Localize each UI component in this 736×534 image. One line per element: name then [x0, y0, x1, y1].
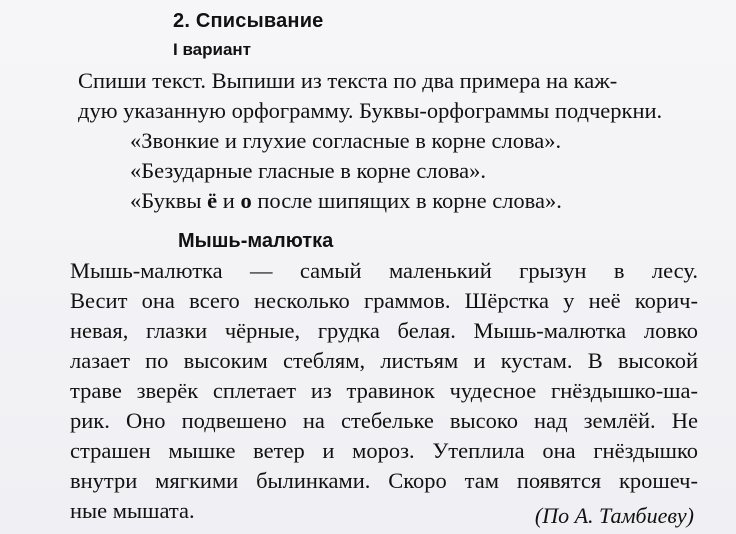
rule-text: «Буквы	[130, 188, 208, 213]
story-line: страшен мышке ветер и мороз. Утеплила она гнёздышко	[70, 438, 698, 463]
story-author: (По А. Тамбиеву)	[534, 503, 694, 528]
story-line: внутри мягкими былинками. Скоро там появятся крошеч-	[70, 468, 698, 493]
story-line: невая, глазки чёрные, грудка белая. Мышь-малютка ловко	[70, 318, 698, 343]
letter-o: о	[240, 188, 252, 213]
bleed-through-text	[520, 14, 524, 34]
story-line: траве зверёк сплетает из травинок чудесное гнёздышко-ша-	[70, 378, 698, 403]
story-line: Весит она всего несколько граммов. Шёрстка у неё корич-	[70, 288, 698, 313]
spelling-rule: «Безударные гласные в корне слова».	[130, 158, 487, 183]
task-line: Спиши текст. Выпиши из текста по два примера на каж-	[78, 68, 618, 93]
rule-text: после шипящих в корне слова».	[251, 188, 562, 213]
story-title: Мышь-малютка	[178, 230, 334, 252]
spelling-rule	[78, 186, 698, 216]
story-line: Мышь-малютка — самый маленький грызун в лесу.	[70, 258, 698, 283]
rule-text: и	[217, 188, 241, 213]
task-instructions	[78, 66, 698, 216]
story-line: рик. Оно подвешено на стебельке высоко над землёй. Не	[70, 408, 698, 433]
story-line: лазает по высоким стеблям, листьям и кустам. В высокой	[70, 348, 698, 373]
section-heading: 2. Списывание	[173, 10, 324, 32]
task-line: дую указанную орфограмму. Буквы-орфограммы подчеркни.	[78, 98, 663, 123]
spelling-rule: «Звонкие и глухие согласные в корне слова».	[130, 128, 562, 153]
story-line: ные мышата.	[70, 498, 195, 523]
variant-label: I вариант	[173, 40, 252, 59]
letter-yo: ё	[207, 188, 218, 213]
story-text	[70, 256, 698, 526]
